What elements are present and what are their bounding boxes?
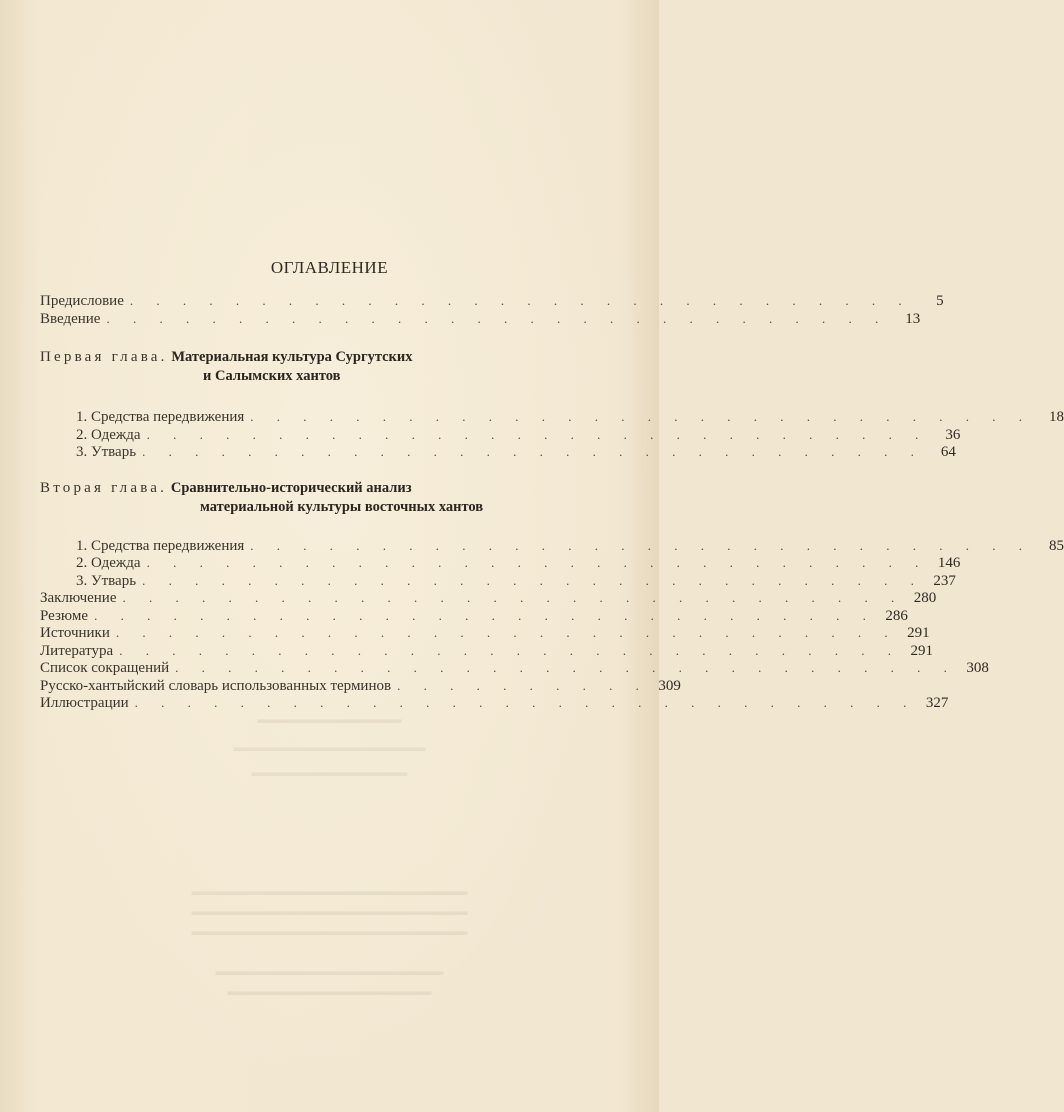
show-through-block: ▬▬▬▬▬▬▬▬▬▬▬▬▬▬▬▬▬▬▬▬▬▬▬	[191, 884, 468, 898]
toc-entry-label: Список сокращений	[40, 660, 170, 676]
leader-dots: . . . . . . . . . . . . . . . . . . . . . . . . . . . . . .	[142, 572, 924, 588]
toc-entry-page: 286	[885, 607, 908, 624]
toc-entry	[40, 677, 681, 695]
leader-dots: . . . . . . . . . . . . . . . . . . . . . . . . . . . . . .	[115, 625, 898, 640]
toc-entry	[40, 589, 937, 607]
leader-dots: . . . . . . . . . . . . . . . . . . . . . . . . . . . . . .	[146, 426, 929, 442]
toc-entry-label: 2. Одежда	[76, 426, 141, 443]
toc-entry	[40, 426, 961, 444]
page-title: ОГЛАВЛЕНИЕ	[270, 258, 389, 277]
show-through-block: ▬▬▬▬▬▬▬▬▬▬▬▬▬▬▬▬▬▬▬▬▬▬▬	[191, 904, 468, 918]
toc-entry	[40, 572, 956, 590]
toc-entry-label: Источники	[40, 625, 110, 641]
show-through-block: ▬▬▬▬▬▬▬▬▬▬▬▬▬▬▬▬▬▬▬▬▬▬▬	[191, 924, 468, 938]
leader-dots: . . . . . . . . . . . . . . . . . . . . . . . . . . . . . .	[129, 293, 912, 308]
chapter-label: Первая глава.	[40, 349, 168, 365]
toc-entry	[40, 408, 1064, 426]
leader-dots: . . . . . . . . . . . . . . . . . . . . . . . . . . . . . .	[106, 310, 889, 326]
toc-entry-page: 18	[1049, 409, 1064, 425]
leader-dots: . . . . . . . . . .	[397, 677, 649, 693]
toc-entry-page: 291	[910, 642, 933, 659]
toc-entry-label: Заключение	[40, 590, 117, 606]
toc-entry-page: 308	[966, 660, 989, 676]
chapter-label: Вторая глава.	[40, 479, 168, 496]
toc-entry-label: 1. Средства передвижения	[76, 409, 245, 425]
chapter-title-line1: Материальная культура Сургутских	[171, 349, 413, 365]
leader-dots: . . . . . . . . . . . . . . . . . . . . . . . . . . . . . .	[146, 555, 929, 570]
toc-entry	[40, 443, 956, 461]
leader-dots: . . . . . . . . . . . . . . . . . . . . . . . . . . . . . .	[142, 444, 924, 459]
toc-entry	[40, 554, 961, 572]
show-through-block: ▬▬▬▬▬▬▬▬▬▬▬▬▬▬▬▬	[233, 740, 426, 754]
chapter-title-line1: Сравнительно-исторический анализ	[170, 479, 412, 496]
leader-dots: . . . . . . . . . . . . . . . . . . . . . . . . . . . . . .	[119, 642, 901, 658]
show-through-block: ▬▬▬▬▬▬▬▬▬▬▬▬	[257, 712, 402, 726]
toc-entry-page: 237	[933, 572, 956, 589]
chapter-heading-2	[40, 479, 605, 517]
show-through-block: ▬▬▬▬▬▬▬▬▬▬▬▬▬	[251, 765, 408, 779]
toc-entry-label: Русско-хантыйский словарь использованных терминов	[40, 677, 392, 694]
toc-entry-page: 146	[937, 555, 961, 571]
toc-entry	[40, 537, 1064, 555]
toc-entry-page: 309	[658, 677, 681, 694]
spacer	[40, 517, 605, 537]
chapter-title-line2: материальной культуры восточных хантов	[200, 498, 484, 515]
leader-dots: . . . . . . . . . . . . . . . . . . . . . . . . . . . . . .	[134, 695, 917, 710]
chapter-title-line2: и Салымских хантов	[203, 368, 341, 384]
leader-dots: . . . . . . . . . . . . . . . . . . . . . . . . . . . . . .	[175, 660, 957, 675]
leader-dots: . . . . . . . . . . . . . . . . . . . . . . . . . . . . . .	[250, 409, 1033, 424]
toc-entry	[40, 292, 944, 310]
toc-entry-page: 327	[925, 695, 949, 711]
toc-entry-page: 291	[907, 625, 930, 641]
leader-dots: . . . . . . . . . . . . . . . . . . . . . . . . . . . . . .	[250, 537, 1033, 553]
show-through-block: ▬▬▬▬▬▬▬▬▬▬▬▬▬▬▬▬▬	[227, 984, 432, 998]
toc-entry-label: Резюме	[40, 607, 89, 624]
toc-entry-page: 5	[936, 293, 944, 309]
toc-entry-label: Иллюстрации	[40, 695, 129, 711]
toc-entry-page: 280	[913, 590, 937, 606]
chapter-heading-1	[40, 348, 605, 386]
table-of-contents	[40, 292, 1064, 712]
spacer	[40, 386, 605, 408]
toc-entry	[40, 624, 930, 642]
toc-entry-page: 85	[1049, 537, 1064, 554]
toc-entry	[40, 310, 921, 328]
toc-entry	[40, 659, 989, 677]
toc-entry-label: Введение	[40, 310, 101, 327]
show-through-block: ▬▬▬▬▬▬▬▬▬▬▬▬▬▬▬▬▬▬▬	[215, 964, 444, 978]
toc-entry-page: 64	[940, 444, 956, 460]
toc-entry-label: 3. Утварь	[76, 572, 137, 589]
toc-entry-label: 3. Утварь	[76, 444, 137, 460]
toc-entry	[40, 694, 949, 712]
leader-dots: . . . . . . . . . . . . . . . . . . . . . . . . . . . . . .	[122, 590, 905, 605]
toc-entry-label: 1. Средства передвижения	[76, 537, 245, 554]
toc-entry	[40, 642, 933, 660]
toc-entry-label: 2. Одежда	[76, 555, 141, 571]
leader-dots: . . . . . . . . . . . . . . . . . . . . . . . . . . . . . .	[94, 607, 876, 623]
toc-entry	[40, 607, 908, 625]
toc-entry-label: Литература	[40, 642, 114, 659]
toc-entry-page: 36	[945, 426, 961, 443]
toc-entry-page: 13	[905, 310, 921, 327]
toc-entry-label: Предисловие	[40, 293, 124, 309]
